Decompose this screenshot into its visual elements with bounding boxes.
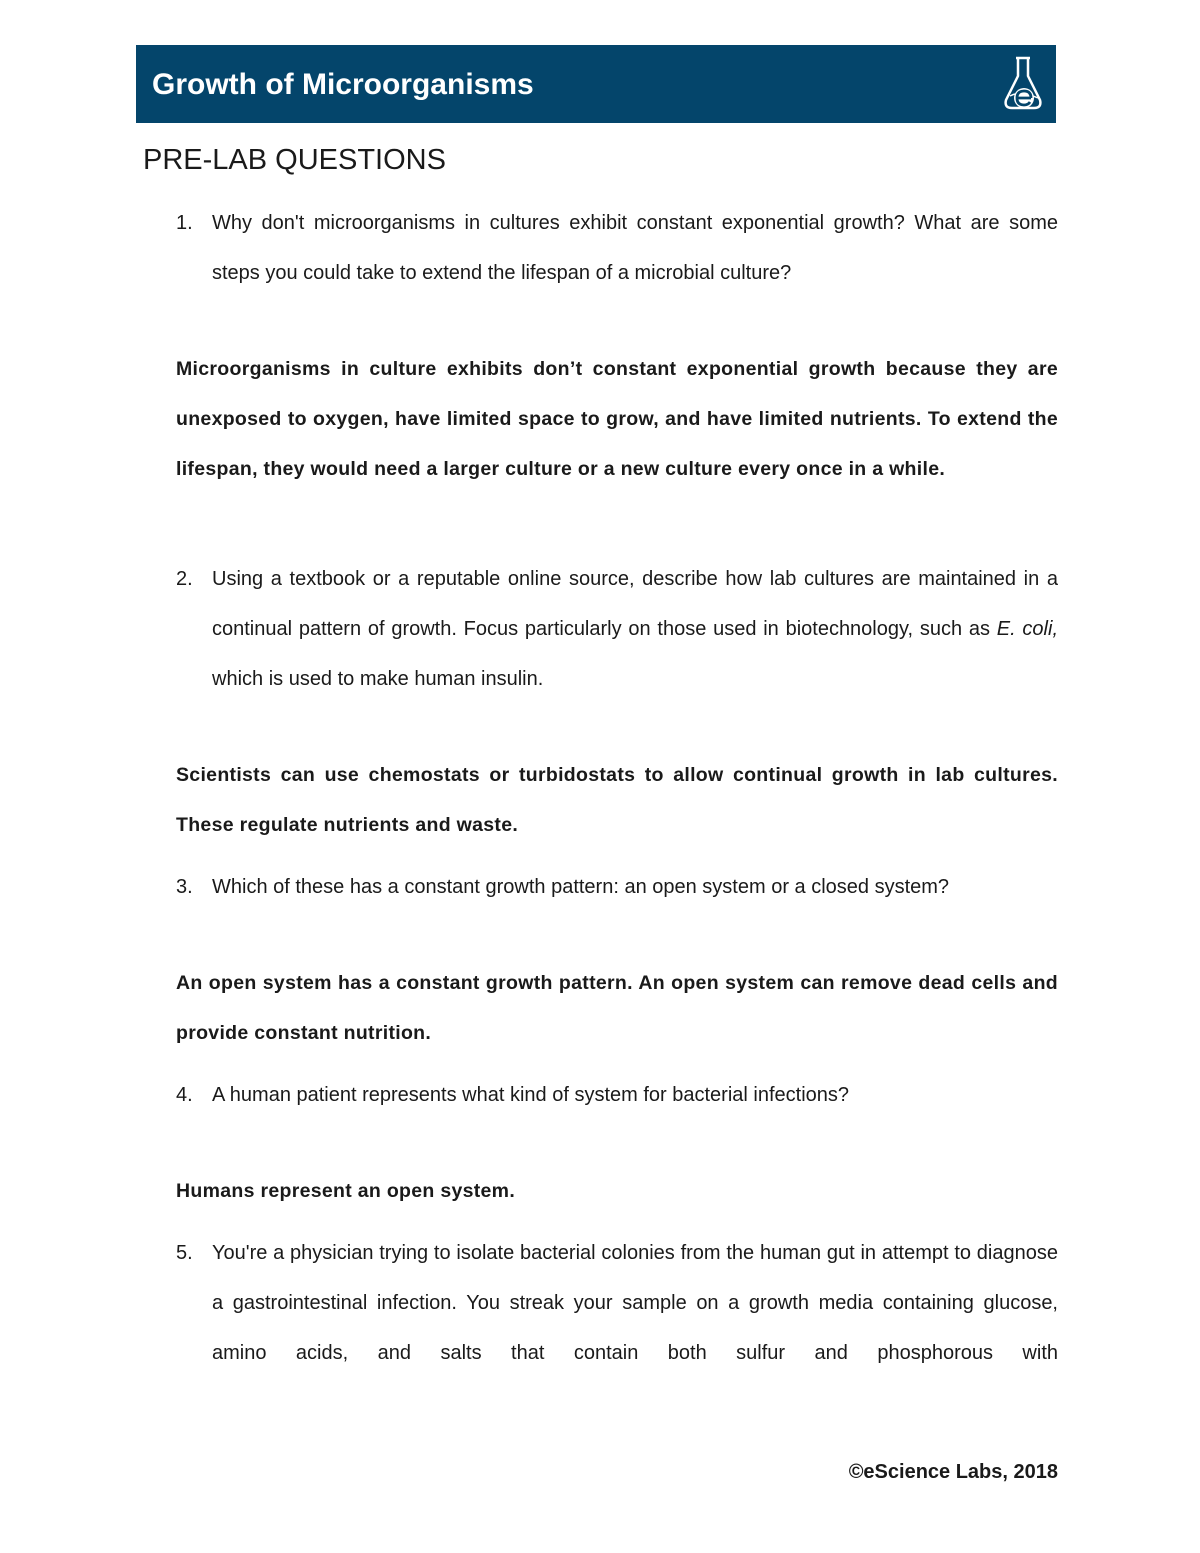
question-text	[212, 554, 1058, 704]
flask-e-logo-icon	[1000, 54, 1046, 114]
question-text: You're a physician trying to isolate bacterial colonies from the human gut in attempt to diagnose a gastrointestinal infection. You streak your sample on a growth media containing glucose, amino acids, and salts that contain both sulfur and phosphorous with	[212, 1242, 1058, 1364]
question-text-part: which is used to make human insulin.	[212, 668, 544, 690]
copyright-footer: ©eScience Labs, 2018	[848, 1461, 1058, 1483]
section-title: PRE-LAB QUESTIONS	[143, 144, 446, 176]
question-number: 3.	[176, 876, 193, 898]
question-number: 2.	[176, 568, 193, 590]
question-1	[176, 198, 1058, 298]
header-bar	[136, 45, 1056, 123]
question-text: Why don't microorganisms in cultures exhibit constant exponential growth? What are some steps you could take to extend the lifespan of a microbial culture?	[212, 212, 1058, 284]
question-text: Which of these has a constant growth pattern: an open system or a closed system?	[212, 876, 950, 898]
question-4	[176, 1070, 1058, 1120]
question-5	[176, 1228, 1058, 1378]
question-number: 1.	[176, 212, 193, 234]
question-number: 5.	[176, 1242, 193, 1264]
answer-2: Scientists can use chemostats or turbidostats to allow continual growth in lab cultures. These regulate nutrients and waste.	[176, 764, 1058, 836]
answer-1: Microorganisms in culture exhibits don’t constant exponential growth because they are unexposed to oxygen, have limited space to grow, and have limited nutrients. To extend the lifespan, they would need a larger culture or a new culture every once in a while.	[176, 358, 1058, 480]
question-text: A human patient represents what kind of system for bacterial infections?	[212, 1084, 850, 1106]
organism-name: E. coli,	[996, 618, 1058, 640]
question-number: 4.	[176, 1084, 193, 1106]
question-3	[176, 862, 1058, 912]
answer-3: An open system has a constant growth pattern. An open system can remove dead cells and provide constant nutrition.	[176, 972, 1058, 1044]
question-text-part: Using a textbook or a reputable online source, describe how lab cultures are maintained in a continual pattern of growth. Focus particularly on those used in biotechnology, such as	[212, 568, 1058, 640]
question-2	[176, 554, 1058, 704]
document-title: Growth of Microorganisms	[152, 68, 534, 101]
answer-4: Humans represent an open system.	[176, 1180, 516, 1202]
